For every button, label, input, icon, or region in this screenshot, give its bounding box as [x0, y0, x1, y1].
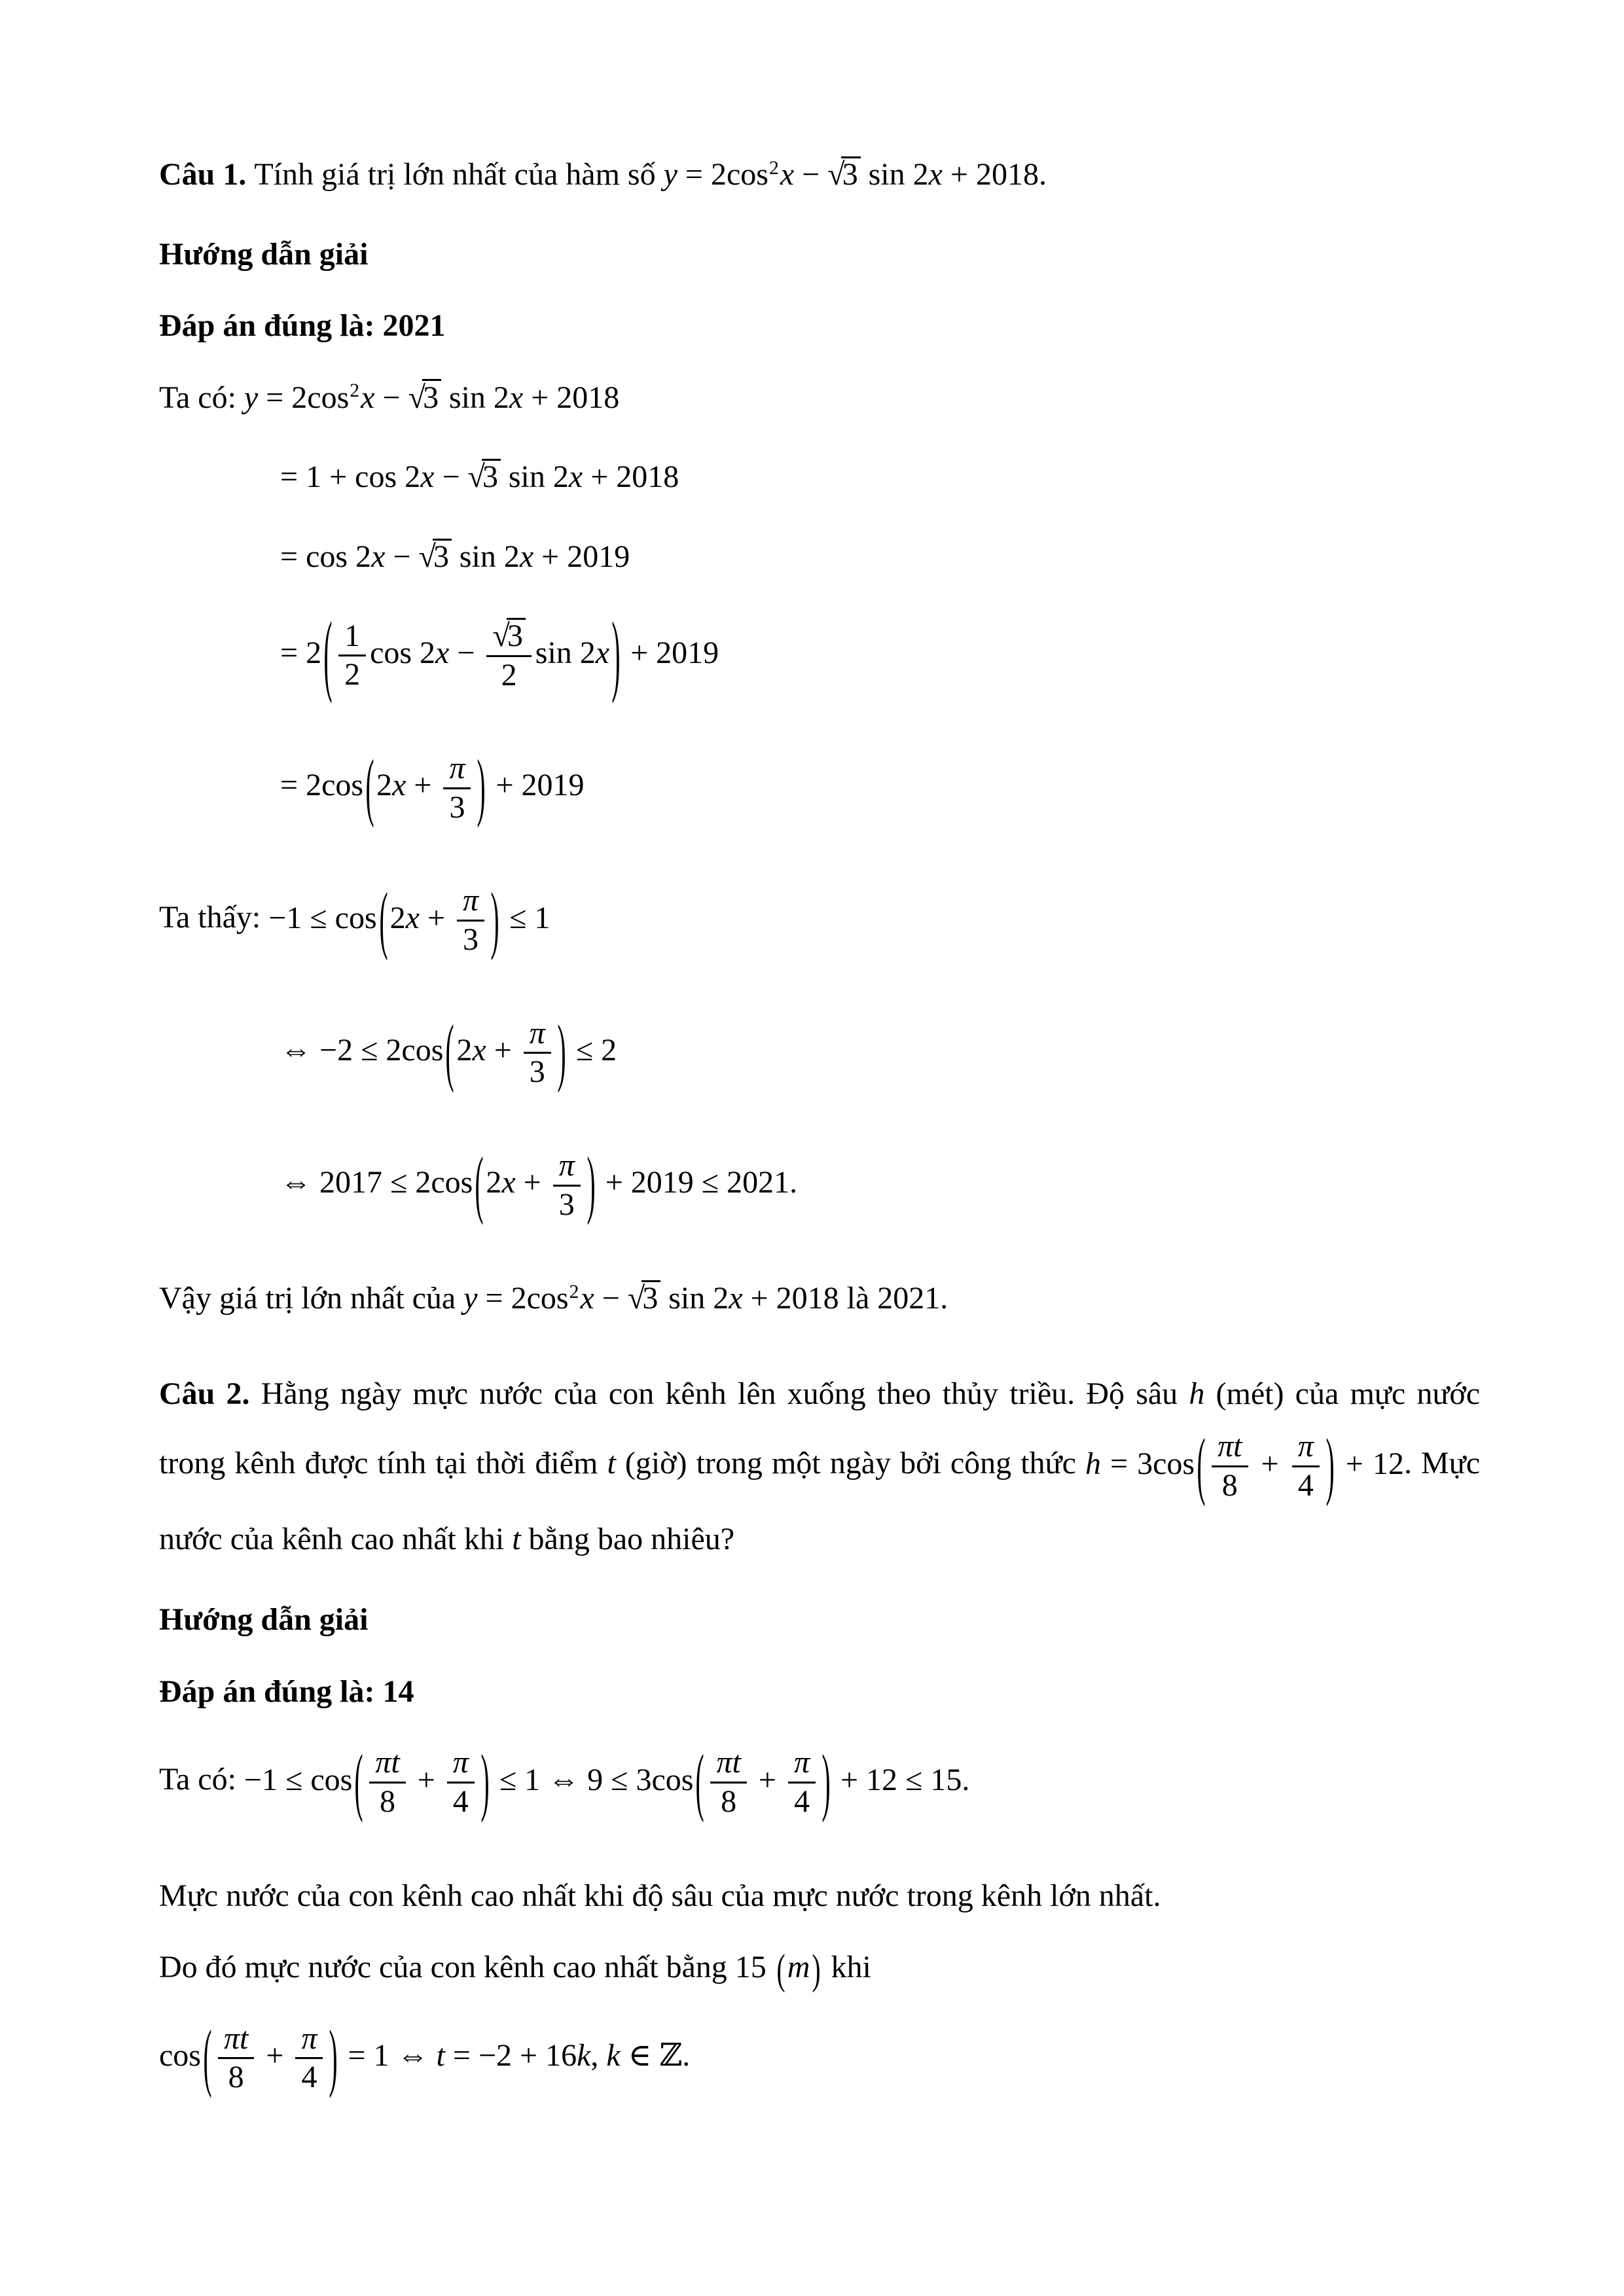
- ket-luan-1: [159, 1280, 1480, 1318]
- radical-sign: √: [467, 459, 483, 495]
- square-root: [827, 157, 860, 192]
- fraction: [295, 2020, 323, 2096]
- math-variable: π: [1297, 1429, 1314, 1464]
- math-variable: π: [558, 1147, 575, 1183]
- math-variable: x: [595, 635, 610, 670]
- math-expression: [280, 1143, 798, 1227]
- fraction: [443, 750, 471, 826]
- math-text: = 2cos: [477, 1281, 569, 1316]
- eq-step-3: [280, 604, 1480, 706]
- text-run: bằng bao nhiêu?: [520, 1521, 735, 1556]
- fraction-numerator: [486, 618, 531, 655]
- bold-text: Hướng dẫn giải: [159, 1602, 369, 1638]
- math-text: +: [515, 1165, 549, 1200]
- math-text: cos 2: [370, 635, 436, 670]
- math-text: = −2 + 16: [444, 2038, 577, 2073]
- math-variable: x: [729, 1281, 743, 1316]
- bold-text: Đáp án đúng là: 2021: [159, 308, 446, 344]
- left-parenthesis: (: [695, 1740, 705, 1823]
- fraction-numerator: [369, 1744, 405, 1782]
- fraction: [1212, 1428, 1248, 1504]
- radicand: 3: [482, 459, 501, 492]
- math-text: 2: [486, 1165, 502, 1200]
- math-text: 4: [452, 1784, 469, 1820]
- math-text: ⇔ −2 ≤ 2cos: [280, 1032, 444, 1067]
- text-run: là 2021.: [839, 1281, 948, 1316]
- math-text: 2: [376, 768, 393, 803]
- math-text: +: [419, 900, 454, 935]
- bold-text: Đáp án đúng là: 14: [159, 1674, 414, 1709]
- eq-step-2: [280, 538, 1480, 576]
- fraction-numerator: [447, 1744, 475, 1782]
- math-text: 8: [1221, 1468, 1238, 1503]
- fraction: [524, 1015, 551, 1091]
- math-text: + 2018: [942, 157, 1039, 192]
- math-text: cos: [159, 2038, 201, 2073]
- math-variable: πt: [716, 1745, 741, 1780]
- math-variable: x: [928, 157, 943, 192]
- cau-1-question: [159, 156, 1480, 194]
- math-variable: πt: [375, 1745, 400, 1780]
- fraction-numerator: [338, 618, 366, 655]
- huong-dan-giai-1: [159, 236, 1480, 274]
- fraction-denominator: [369, 1782, 405, 1821]
- math-text: sin 2: [500, 459, 569, 495]
- math-expression: [244, 380, 619, 415]
- math-variable: x: [361, 380, 375, 415]
- fraction: [369, 1744, 405, 1820]
- math-text: = 1 ⇔: [340, 2038, 437, 2073]
- fraction-denominator: [295, 2057, 323, 2096]
- eq-step-4: [280, 745, 1480, 829]
- math-variable: π: [463, 883, 479, 918]
- fraction: [457, 882, 484, 958]
- math-text: + 2018: [742, 1281, 839, 1316]
- fraction-numerator: [1212, 1428, 1248, 1465]
- math-text: + 12 ≤ 15.: [832, 1762, 970, 1797]
- text-run: h: [1189, 1376, 1205, 1411]
- fraction: [218, 2020, 254, 2096]
- math-expression: [280, 604, 719, 706]
- math-text: 2: [456, 1032, 473, 1067]
- text-run: Tính giá trị lớn nhất của hàm số: [254, 157, 664, 192]
- fraction-denominator: [1292, 1465, 1320, 1505]
- math-text: sin 2: [860, 157, 929, 192]
- math-variable: πt: [223, 2020, 249, 2056]
- text-run: t: [607, 1446, 616, 1481]
- math-text: ∈ ℤ.: [620, 2038, 691, 2073]
- radical-sign: √: [492, 618, 508, 653]
- math-variable: x: [501, 1165, 516, 1200]
- math-variable: m: [787, 1950, 810, 1985]
- do-do: [159, 1946, 1480, 1994]
- math-variable: x: [435, 635, 450, 670]
- math-text: ≤ 1 ⇔ 9 ≤ 3cos: [491, 1762, 694, 1797]
- fraction-numerator: [553, 1147, 581, 1185]
- radicand: 3: [641, 1280, 660, 1314]
- fraction: [710, 1744, 746, 1820]
- math-text: +: [486, 1032, 520, 1067]
- math-text: +: [750, 1762, 784, 1797]
- fraction-numerator: [710, 1744, 746, 1782]
- radical-sign: √: [627, 1281, 643, 1316]
- math-text: 4: [793, 1784, 810, 1820]
- math-variable: πt: [1218, 1429, 1242, 1464]
- math-variable: x: [568, 459, 583, 495]
- math-text: sin 2: [451, 539, 520, 574]
- right-parenthesis: ): [586, 1143, 596, 1227]
- math-text: = 2cos: [280, 768, 364, 803]
- eq-step-5: [280, 1011, 1480, 1094]
- math-text: = 1 + cos 2: [280, 459, 421, 495]
- dap-an-2: [159, 1673, 1480, 1711]
- ta-co-2: [159, 1740, 1480, 1823]
- math-text: + 2018: [583, 459, 679, 495]
- fraction-denominator: [457, 920, 484, 959]
- ta-thay: [159, 878, 1480, 961]
- nhan-xet: [159, 1877, 1480, 1915]
- fraction: [553, 1147, 581, 1223]
- radical-sign: √: [827, 157, 843, 192]
- math-text: + 2019: [623, 635, 719, 670]
- right-parenthesis: ): [477, 745, 486, 829]
- radical-sign: √: [418, 539, 434, 574]
- fraction-numerator: [218, 2020, 254, 2058]
- math-text: 3: [463, 922, 479, 958]
- math-text: ≤ 2: [568, 1032, 617, 1067]
- math-expression: [280, 745, 585, 829]
- math-text: + 2018: [523, 380, 620, 415]
- math-text: ,: [590, 2038, 607, 2073]
- fraction-numerator: [524, 1015, 551, 1052]
- radicand: 3: [422, 379, 441, 412]
- text-run: Do đó mực nước của con kênh cao nhất bằng 15: [159, 1950, 774, 1985]
- radical-sign: √: [408, 380, 424, 415]
- math-expression: [1085, 1424, 1404, 1507]
- math-expression: [268, 878, 550, 961]
- math-superscript: 2: [569, 1280, 579, 1302]
- fraction-numerator: [788, 1744, 816, 1782]
- math-variable: π: [452, 1745, 469, 1780]
- math-variable: t: [436, 2038, 445, 2073]
- left-parenthesis: (: [354, 1740, 363, 1823]
- math-text: 2: [389, 900, 406, 935]
- math-text: 8: [380, 1784, 395, 1820]
- right-parenthesis: ): [490, 878, 499, 961]
- right-parenthesis: ): [329, 2016, 338, 2100]
- math-expression: [463, 1281, 839, 1316]
- math-text: 3: [558, 1187, 575, 1222]
- math-text: + 2019: [488, 768, 585, 803]
- math-text: + 12: [1336, 1446, 1404, 1481]
- math-expression: [280, 539, 630, 574]
- math-text: 3: [449, 789, 465, 825]
- math-text: = cos 2: [280, 539, 372, 574]
- cau-2-question: [159, 1359, 1480, 1573]
- left-parenthesis: (: [475, 1143, 484, 1227]
- math-variable: x: [371, 539, 386, 574]
- math-variable: y: [663, 157, 677, 192]
- math-text: −: [449, 635, 483, 670]
- right-parenthesis: ): [812, 1946, 821, 1994]
- fraction-denominator: [218, 2057, 254, 2096]
- left-parenthesis: (: [323, 604, 333, 706]
- eq-step-6: [280, 1143, 1480, 1227]
- square-root: [628, 1281, 660, 1316]
- math-text: + 2019: [533, 539, 630, 574]
- dap-an-1: [159, 307, 1480, 345]
- math-text: 4: [1297, 1468, 1314, 1503]
- right-parenthesis: ): [821, 1740, 831, 1823]
- math-text: −: [434, 459, 468, 495]
- text-run: . Mực nước của kênh cao nhất khi: [159, 1446, 1480, 1556]
- fraction: [1292, 1428, 1320, 1504]
- math-superscript: 2: [768, 156, 779, 179]
- text-run: Hằng ngày mực nước của con kênh lên xuống theo thủy triều. Độ sâu: [261, 1376, 1189, 1411]
- math-expression: [280, 459, 679, 494]
- math-variable: y: [244, 380, 259, 415]
- text-run: Ta có:: [159, 1762, 244, 1797]
- right-parenthesis: ): [480, 1740, 490, 1823]
- math-variable: x: [509, 380, 524, 415]
- text-run: t: [512, 1521, 521, 1556]
- math-expression: [159, 2016, 691, 2100]
- text-run: Vậy giá trị lớn nhất của: [159, 1281, 464, 1316]
- bold-text: Câu 1.: [159, 157, 255, 192]
- math-variable: k: [606, 2038, 621, 2073]
- math-variable: y: [463, 1281, 478, 1316]
- math-text: 4: [301, 2060, 317, 2095]
- math-text: sin 2: [660, 1281, 729, 1316]
- math-variable: π: [449, 751, 465, 786]
- math-variable: x: [420, 459, 435, 495]
- radicand: 3: [507, 618, 526, 651]
- math-text: −1 ≤ cos: [244, 1762, 353, 1797]
- square-root: [408, 380, 441, 415]
- math-text: −: [594, 1281, 628, 1316]
- left-parenthesis: (: [379, 878, 388, 961]
- fraction-denominator: [710, 1782, 746, 1821]
- text-run: (giờ) trong một ngày bởi công thức: [615, 1446, 1085, 1481]
- math-text: ≤ 1: [501, 900, 550, 935]
- bold-text: Hướng dẫn giải: [159, 236, 369, 272]
- fraction: [788, 1744, 816, 1820]
- right-parenthesis: ): [557, 1011, 566, 1094]
- left-parenthesis: (: [1197, 1424, 1206, 1507]
- huong-dan-giai-2: [159, 1601, 1480, 1639]
- fraction-denominator: [486, 655, 531, 694]
- text-run: .: [1039, 157, 1047, 192]
- math-variable: π: [793, 1745, 810, 1780]
- left-parenthesis: (: [203, 2016, 212, 2100]
- text-run: Mực nước của con kênh cao nhất khi độ sâu của mực nước trong kênh lớn nhất.: [159, 1878, 1161, 1913]
- math-variable: π: [529, 1015, 545, 1050]
- fraction-numerator: [1292, 1428, 1320, 1465]
- math-text: = 2cos: [258, 380, 350, 415]
- fraction-denominator: [1212, 1465, 1248, 1505]
- square-root: [492, 619, 525, 653]
- math-text: = 2cos: [677, 157, 768, 192]
- ta-co-1: [159, 379, 1480, 417]
- math-variable: x: [580, 1281, 594, 1316]
- fraction-denominator: [443, 787, 471, 827]
- math-text: 8: [228, 2060, 244, 2095]
- radicand: 3: [841, 156, 860, 190]
- eq-final: [159, 2016, 1480, 2100]
- left-parenthesis: (: [365, 745, 374, 829]
- fraction: [486, 618, 531, 694]
- fraction-numerator: [457, 882, 484, 920]
- fraction: [338, 618, 366, 694]
- eq-step-1: [280, 458, 1480, 496]
- left-parenthesis: (: [776, 1946, 785, 1994]
- math-text: ⇔ 2017 ≤ 2cos: [280, 1165, 473, 1200]
- math-variable: h: [1085, 1446, 1101, 1481]
- math-text: +: [406, 768, 440, 803]
- math-expression: [664, 157, 1039, 192]
- math-variable: k: [577, 2038, 591, 2073]
- math-text: 3: [529, 1054, 545, 1090]
- text-run: Ta thấy:: [159, 900, 269, 935]
- fraction: [447, 1744, 475, 1820]
- text-run: Ta có:: [159, 380, 244, 415]
- right-parenthesis: ): [1326, 1424, 1335, 1507]
- fraction-denominator: [338, 655, 366, 694]
- math-text: = 3cos: [1100, 1446, 1195, 1481]
- right-parenthesis: ): [611, 604, 621, 706]
- text-run: khi: [823, 1950, 871, 1985]
- fraction-denominator: [553, 1185, 581, 1224]
- math-variable: x: [392, 768, 406, 803]
- math-text: +: [258, 2038, 292, 2073]
- math-variable: x: [472, 1032, 486, 1067]
- math-text: 2: [501, 657, 517, 692]
- math-text: −: [385, 539, 419, 574]
- fraction-numerator: [295, 2020, 323, 2058]
- left-parenthesis: (: [445, 1011, 454, 1094]
- square-root: [468, 459, 501, 494]
- math-text: −: [374, 380, 408, 415]
- math-variable: x: [405, 900, 420, 935]
- fraction-numerator: [443, 750, 471, 787]
- math-text: −1 ≤ cos: [268, 900, 377, 935]
- radicand: 3: [433, 539, 452, 572]
- math-variable: π: [301, 2020, 317, 2056]
- fraction-denominator: [788, 1782, 816, 1821]
- math-text: 2: [344, 657, 361, 692]
- math-text: sin 2: [441, 380, 509, 415]
- math-variable: x: [519, 539, 534, 574]
- math-text: 1: [344, 618, 361, 653]
- math-text: + 2019 ≤ 2021.: [597, 1165, 798, 1200]
- math-text: = 2: [280, 635, 322, 670]
- math-text: −: [794, 157, 828, 192]
- math-text: +: [1252, 1446, 1288, 1481]
- math-text: +: [409, 1762, 443, 1797]
- math-text: sin 2: [535, 635, 596, 670]
- math-variable: x: [780, 157, 795, 192]
- bold-text: Câu 2.: [159, 1376, 261, 1411]
- math-expression: [774, 1946, 823, 1994]
- math-text: 8: [721, 1784, 737, 1820]
- text-run: (mét) của mực nước trong kênh được tính tại thời điểm: [159, 1376, 1481, 1481]
- math-superscript: 2: [350, 380, 360, 402]
- fraction-denominator: [447, 1782, 475, 1821]
- math-expression: [280, 1011, 617, 1094]
- square-root: [418, 539, 451, 574]
- fraction-denominator: [524, 1052, 551, 1091]
